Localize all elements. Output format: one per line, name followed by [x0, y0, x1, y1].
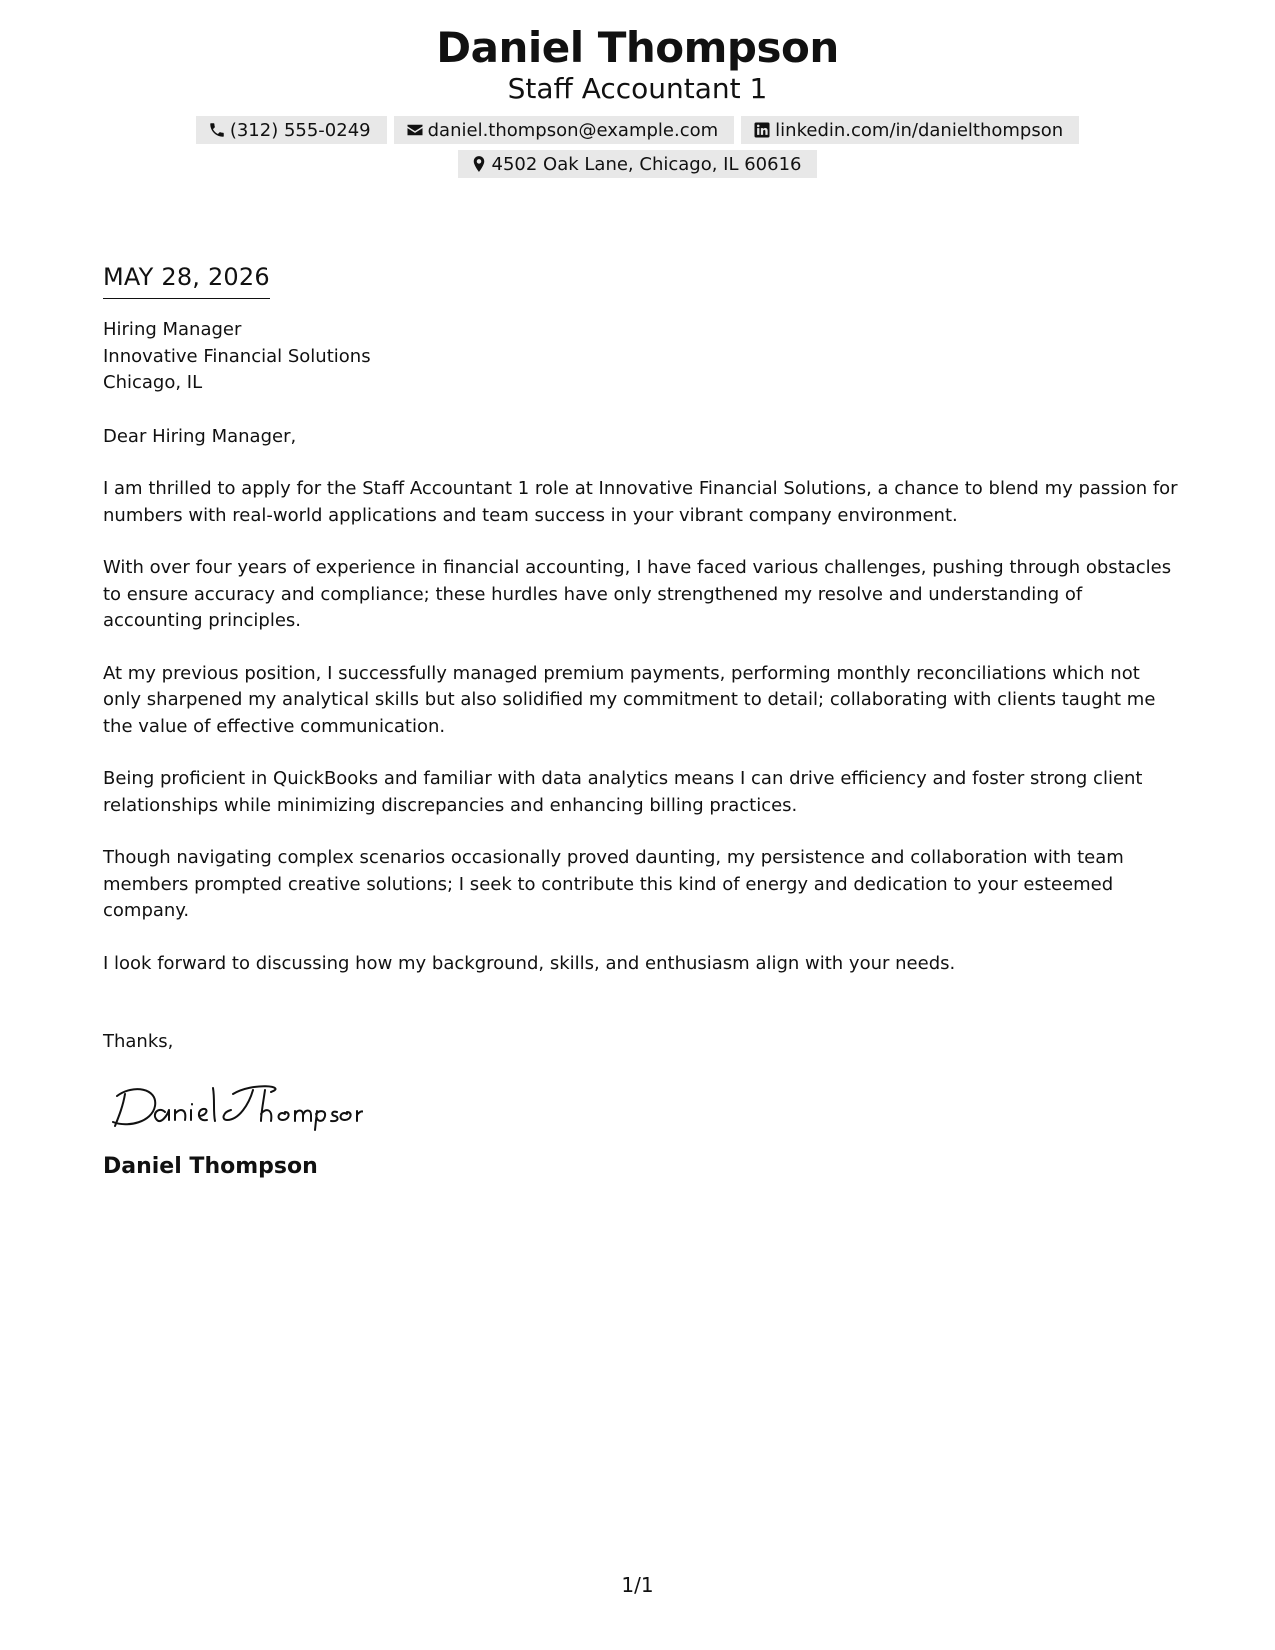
linkedin-contact[interactable]: [741, 116, 1079, 144]
linkedin-url: linkedin.com/in/danielthompson: [775, 119, 1064, 141]
page-number: 1/1: [621, 1573, 654, 1597]
salutation: Dear Hiring Manager,: [103, 425, 297, 447]
contact-info: [0, 116, 1275, 178]
letter-date: MAY 28, 2026: [103, 260, 270, 299]
recipient-block: [103, 317, 1178, 397]
contact-row-primary: [196, 116, 1079, 144]
recipient-company: Innovative Financial Solutions: [103, 345, 371, 367]
applicant-name: Daniel Thompson: [436, 23, 839, 72]
email-contact[interactable]: [394, 116, 735, 144]
phone-number: (312) 555-0249: [229, 119, 371, 141]
linkedin-icon: [753, 121, 771, 139]
paragraph-previous-position: At my previous position, I successfully managed premium payments, performing monthly reconciliations which not only sharpened my analytical skills but also solidified my commitment to detail; collaborating with clients taught me the value of effective communication.: [103, 662, 1156, 737]
job-title: Staff Accountant 1: [507, 72, 768, 105]
paragraph-persistence: Though navigating complex scenarios occasionally proved daunting, my persistence and collaboration with team members prompted creative solutions; I seek to contribute this kind of energy and dedication to your esteemed company.: [103, 847, 1124, 921]
closing-line: Thanks,: [103, 1031, 174, 1052]
contact-row-secondary: [458, 150, 818, 178]
letter-header: [0, 22, 1275, 178]
letter-body: [103, 260, 1178, 1182]
recipient-title: Hiring Manager: [103, 319, 242, 340]
paragraph-closing: I look forward to discussing how my background, skills, and enthusiasm align with your needs.: [103, 952, 956, 974]
envelope-icon: [406, 121, 424, 139]
address-contact: [458, 150, 818, 178]
phone-contact[interactable]: [196, 116, 387, 144]
street-address: 4502 Oak Lane, Chicago, IL 60616: [491, 153, 802, 175]
paragraph-experience: With over four years of experience in financial accounting, I have faced various challenges, pushing through obstacles to ensure accuracy and compliance; these hurdles have only strengthened my resolve and understanding of accounting principles.: [103, 557, 1172, 631]
paragraph-skills: Being proficient in QuickBooks and familiar with data analytics means I can drive efficiency and foster strong client relationships while minimizing discrepancies and enhancing billing practices.: [103, 768, 1143, 816]
email-address: daniel.thompson@example.com: [427, 119, 719, 141]
map-marker-icon: [470, 155, 488, 173]
signer-name: Daniel Thompson: [103, 1153, 318, 1179]
paragraph-intro: I am thrilled to apply for the Staff Accountant 1 role at Innovative Financial Solutions, a chance to blend my passion for numbers with real-world applications and team success in your vibrant company environment.: [103, 478, 1178, 526]
handwritten-signature: [103, 1076, 363, 1136]
recipient-location: Chicago, IL: [103, 372, 203, 393]
signature: [103, 1076, 1178, 1136]
phone-icon: [208, 121, 226, 139]
